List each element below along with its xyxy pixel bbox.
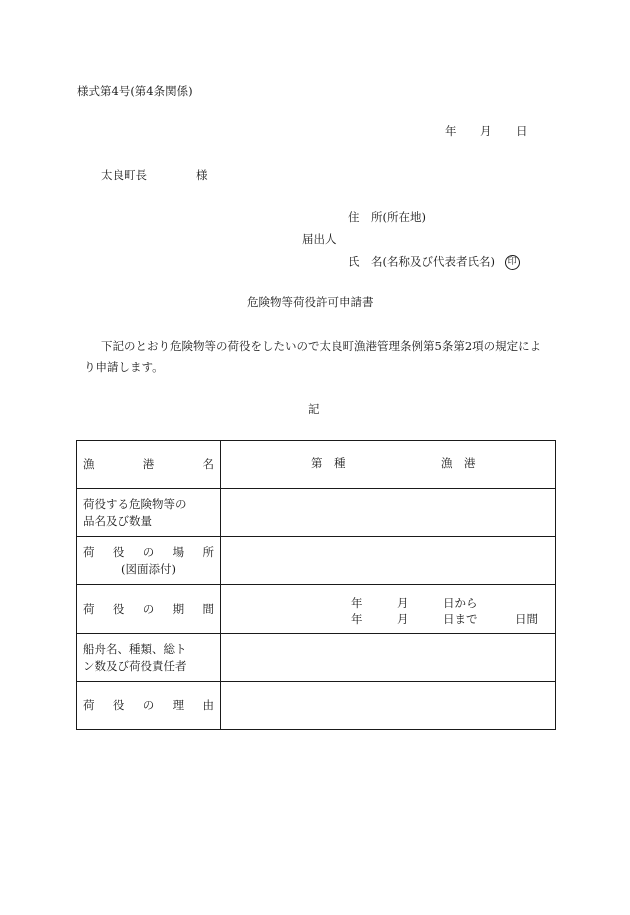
- label-char: 漁: [83, 457, 95, 472]
- label-char: 荷: [83, 545, 95, 560]
- to-month-label: 月: [397, 612, 409, 626]
- from-suffix-label: 日から: [443, 596, 478, 610]
- to-suffix-label: 日まで: [443, 612, 478, 626]
- label-char: の: [142, 698, 155, 713]
- label-char: 場: [172, 545, 185, 560]
- body-line-2: り申請します。: [84, 360, 164, 374]
- label-char: 間: [202, 601, 214, 616]
- value-goods[interactable]: [221, 489, 556, 537]
- value-place[interactable]: [221, 537, 556, 585]
- application-table: [76, 440, 556, 730]
- label-goods-line1: 荷役する危険物等の: [83, 497, 187, 512]
- applicant-role-label: 届出人: [302, 232, 337, 246]
- document-title: 危険物等荷役許可申請書: [247, 295, 374, 309]
- label-char: 役: [112, 698, 125, 713]
- label-period: [77, 585, 221, 634]
- body-line-1: 下記のとおり危険物等の荷役をしたいので太良町漁港管理条例第5条第2項の規定によ: [101, 339, 542, 353]
- label-fishing-port: [77, 441, 221, 489]
- applicant-name-label: [348, 255, 520, 270]
- label-char: 理: [172, 698, 185, 713]
- table-row-goods: [77, 489, 556, 537]
- value-reason[interactable]: [221, 682, 556, 730]
- label-place-sub: (図面添付): [121, 561, 176, 576]
- label-goods-line2: 品名及び数量: [83, 513, 152, 528]
- label-char: 荷: [83, 601, 95, 616]
- label-char: 荷: [83, 698, 95, 713]
- seal-mark: 印: [505, 255, 520, 270]
- days-label: 日間: [515, 612, 538, 626]
- table-row-place: [77, 537, 556, 585]
- form-number: 様式第4号(第4条関係): [77, 84, 193, 98]
- port-class-text: 第 種: [311, 455, 346, 470]
- table-row-vessel: [77, 634, 556, 682]
- period-to-line: [221, 611, 555, 625]
- value-fishing-port[interactable]: [221, 441, 556, 489]
- date-day-label: 日: [516, 124, 528, 138]
- table-row-fishing-port: [77, 441, 556, 489]
- label-vessel: [77, 634, 221, 682]
- to-year-label: 年: [351, 612, 363, 626]
- port-suffix-text: 漁 港: [441, 455, 476, 470]
- label-char: 期: [172, 601, 185, 616]
- addressee-name: 太良町長: [101, 168, 147, 182]
- label-char: 役: [112, 601, 125, 616]
- date-month-label: 月: [480, 124, 492, 138]
- table-row-reason: [77, 682, 556, 730]
- label-vessel-line2: ン数及び荷役責任者: [83, 658, 187, 673]
- note-heading: 記: [308, 402, 320, 416]
- table-row-period: [77, 585, 556, 634]
- from-year-label: 年: [351, 596, 363, 610]
- label-char: 港: [142, 457, 155, 472]
- label-char: の: [142, 545, 155, 560]
- label-char: の: [142, 601, 155, 616]
- label-place: [77, 537, 221, 585]
- from-month-label: 月: [397, 596, 409, 610]
- applicant-name-text: 氏 名(名称及び代表者氏名): [348, 254, 495, 269]
- date-year-label: 年: [445, 124, 457, 138]
- addressee-honorific: 様: [196, 168, 208, 182]
- label-char: 名: [202, 457, 214, 472]
- label-reason: [77, 682, 221, 730]
- label-char: 役: [112, 545, 125, 560]
- applicant-address-label: 住 所(所在地): [348, 210, 426, 224]
- label-char: 所: [202, 545, 214, 560]
- value-period[interactable]: [221, 585, 556, 634]
- label-vessel-line1: 船舟名、種類、総ト: [83, 642, 187, 657]
- period-from-line: [221, 595, 555, 609]
- value-vessel[interactable]: [221, 634, 556, 682]
- label-goods: [77, 489, 221, 537]
- label-char: 由: [202, 698, 214, 713]
